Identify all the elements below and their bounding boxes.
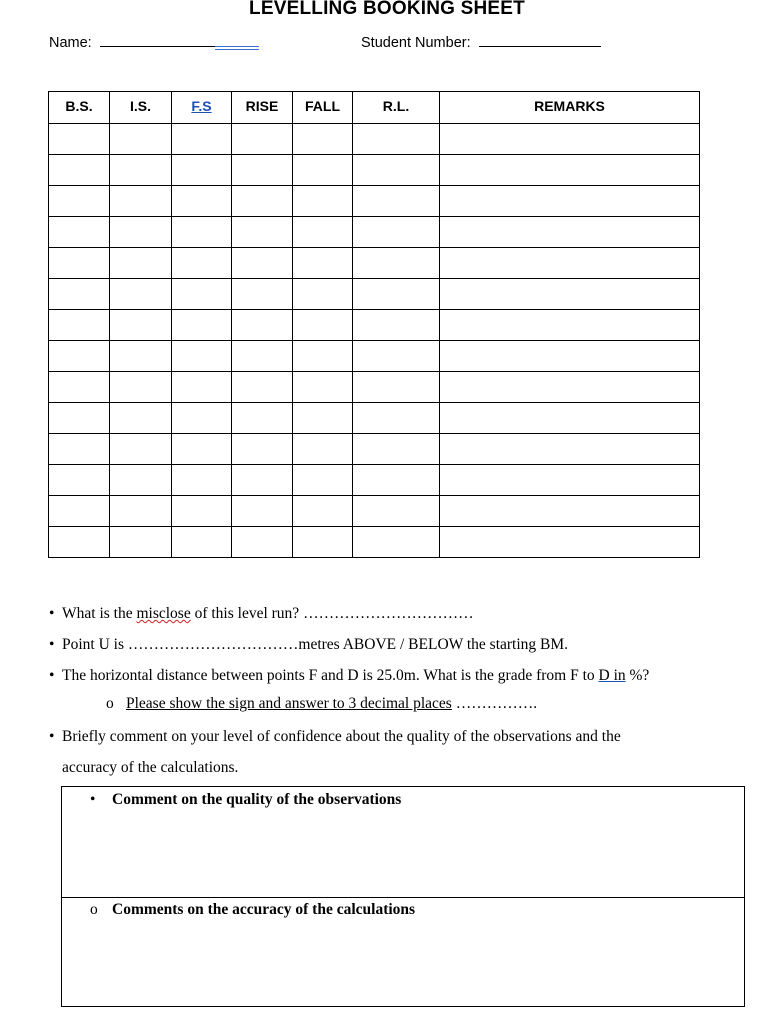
table-row: [49, 279, 700, 310]
table-cell[interactable]: [110, 403, 172, 434]
bullet-marker: •: [49, 636, 55, 653]
table-row: [49, 465, 700, 496]
table-cell[interactable]: [440, 310, 700, 341]
calculations-comment-label: o Comments on the accuracy of the calculations: [90, 901, 416, 918]
bullet-marker: •: [49, 728, 55, 745]
table-cell[interactable]: [440, 434, 700, 465]
table-cell[interactable]: [172, 527, 232, 558]
table-cell[interactable]: [49, 155, 110, 186]
table-cell[interactable]: [232, 434, 293, 465]
student-number-field: [361, 34, 601, 51]
table-cell[interactable]: [440, 279, 700, 310]
table-cell[interactable]: [110, 279, 172, 310]
table-header-row: [49, 92, 700, 124]
table-cell[interactable]: [110, 248, 172, 279]
table-cell[interactable]: [353, 465, 440, 496]
table-cell[interactable]: [293, 465, 353, 496]
table-row: [49, 403, 700, 434]
table-cell[interactable]: [232, 186, 293, 217]
table-cell[interactable]: [110, 124, 172, 155]
table-cell[interactable]: [440, 186, 700, 217]
table-cell[interactable]: [172, 372, 232, 403]
circle-marker: o: [90, 901, 98, 918]
table-cell[interactable]: [353, 372, 440, 403]
table-cell[interactable]: [232, 527, 293, 558]
student-number-input-line[interactable]: [479, 34, 601, 47]
table-cell[interactable]: [353, 124, 440, 155]
comment-box[interactable]: [61, 786, 745, 1007]
table-cell[interactable]: [440, 341, 700, 372]
page-title: LEVELLING BOOKING SHEET: [249, 0, 525, 19]
table-cell[interactable]: [353, 434, 440, 465]
table-cell[interactable]: [49, 527, 110, 558]
table-cell[interactable]: [440, 403, 700, 434]
question-grade-instruction: o Please show the sign and answer to 3 decimal places …………….: [106, 695, 538, 712]
table-cell[interactable]: [293, 496, 353, 527]
table-row: [49, 124, 700, 155]
table-cell[interactable]: [49, 465, 110, 496]
table-cell[interactable]: [293, 372, 353, 403]
table-cell[interactable]: [232, 372, 293, 403]
table-cell[interactable]: [353, 155, 440, 186]
table-cell[interactable]: [440, 527, 700, 558]
misclose-word: misclose: [136, 605, 191, 622]
table-cell[interactable]: [440, 372, 700, 403]
table-cell[interactable]: [49, 496, 110, 527]
table-row: [49, 372, 700, 403]
question-misclose: • What is the misclose of this level run? ……………………………: [49, 605, 474, 622]
column-header-fs: [172, 92, 232, 124]
table-row: [49, 155, 700, 186]
table-cell[interactable]: [232, 465, 293, 496]
table-body: [49, 124, 700, 558]
table-cell[interactable]: [49, 186, 110, 217]
table-cell[interactable]: [232, 496, 293, 527]
column-header-rise: RISE: [232, 92, 293, 124]
table-row: [49, 248, 700, 279]
table-cell[interactable]: [49, 372, 110, 403]
table-cell[interactable]: [353, 248, 440, 279]
table-cell[interactable]: [49, 403, 110, 434]
table-cell[interactable]: [172, 341, 232, 372]
name-label: Name:: [49, 35, 92, 51]
table-cell[interactable]: [440, 155, 700, 186]
table-cell[interactable]: [353, 186, 440, 217]
question-confidence-line2: accuracy of the calculations.: [62, 759, 239, 776]
table-cell[interactable]: [353, 217, 440, 248]
question-point-u: • Point U is ……………………………metres ABOVE / BELOW the starting BM.: [49, 636, 569, 653]
table-cell[interactable]: [293, 341, 353, 372]
instruction-underlined: Please show the sign and answer to 3 decimal places: [126, 695, 452, 712]
table-cell[interactable]: [440, 496, 700, 527]
table-cell[interactable]: [293, 403, 353, 434]
column-header-is: I.S.: [110, 92, 172, 124]
bullet-marker: •: [49, 667, 55, 684]
table-cell[interactable]: [110, 434, 172, 465]
table-cell[interactable]: [232, 217, 293, 248]
table-cell[interactable]: [353, 527, 440, 558]
table-cell[interactable]: [172, 465, 232, 496]
table-cell[interactable]: [293, 186, 353, 217]
table-cell[interactable]: [110, 217, 172, 248]
table-cell[interactable]: [353, 341, 440, 372]
observations-comment-label: • Comment on the quality of the observations: [90, 791, 402, 808]
table-row: [49, 310, 700, 341]
column-header-remarks: REMARKS: [440, 92, 700, 124]
table-cell[interactable]: [293, 155, 353, 186]
table-cell[interactable]: [353, 310, 440, 341]
column-header-fall: FALL: [293, 92, 353, 124]
table-cell[interactable]: [232, 310, 293, 341]
table-cell[interactable]: [440, 124, 700, 155]
table-cell[interactable]: [172, 217, 232, 248]
table-row: [49, 217, 700, 248]
name-blue-underline: [215, 46, 259, 50]
levelling-booking-table: [48, 91, 700, 558]
table-row: [49, 341, 700, 372]
table-cell[interactable]: [293, 310, 353, 341]
table-cell[interactable]: [110, 341, 172, 372]
column-header-rl: R.L.: [353, 92, 440, 124]
column-header-fs-label: F.S: [191, 97, 212, 114]
table-cell[interactable]: [293, 124, 353, 155]
table-cell[interactable]: [440, 217, 700, 248]
table-cell[interactable]: [49, 124, 110, 155]
table-cell[interactable]: [49, 248, 110, 279]
table-cell[interactable]: [110, 186, 172, 217]
question-grade: • The horizontal distance between points F and D is 25.0m. What is the grade from F to D in %?: [49, 667, 650, 684]
table-row: [49, 527, 700, 558]
table-cell[interactable]: [172, 248, 232, 279]
d-in-link: D in: [598, 667, 626, 684]
table-cell[interactable]: [172, 124, 232, 155]
table-cell[interactable]: [440, 465, 700, 496]
table-cell[interactable]: [440, 248, 700, 279]
table-cell[interactable]: [49, 217, 110, 248]
table-cell[interactable]: [49, 279, 110, 310]
table-cell[interactable]: [232, 248, 293, 279]
table-cell[interactable]: [293, 527, 353, 558]
student-number-label: Student Number:: [361, 35, 471, 51]
table-cell[interactable]: [293, 217, 353, 248]
table-cell[interactable]: [110, 372, 172, 403]
table-row: [49, 434, 700, 465]
table-cell[interactable]: [232, 403, 293, 434]
table-cell[interactable]: [293, 434, 353, 465]
table-cell[interactable]: [353, 403, 440, 434]
table-cell[interactable]: [172, 434, 232, 465]
circle-marker: o: [106, 695, 114, 712]
table-cell[interactable]: [293, 279, 353, 310]
table-cell[interactable]: [110, 155, 172, 186]
table-cell[interactable]: [49, 310, 110, 341]
table-cell[interactable]: [49, 341, 110, 372]
table-cell[interactable]: [353, 279, 440, 310]
table-cell[interactable]: [110, 527, 172, 558]
table-cell[interactable]: [232, 155, 293, 186]
table-cell[interactable]: [49, 434, 110, 465]
table-cell[interactable]: [232, 341, 293, 372]
table-cell[interactable]: [110, 496, 172, 527]
comment-box-divider: [62, 897, 744, 898]
table-cell[interactable]: [110, 310, 172, 341]
table-cell[interactable]: [232, 124, 293, 155]
table-cell[interactable]: [293, 248, 353, 279]
table-row: [49, 496, 700, 527]
table-cell[interactable]: [172, 155, 232, 186]
table-cell[interactable]: [172, 403, 232, 434]
table-cell[interactable]: [353, 496, 440, 527]
table-row: [49, 186, 700, 217]
column-header-bs: B.S.: [49, 92, 110, 124]
bullet-marker: •: [49, 605, 55, 622]
table-cell[interactable]: [110, 465, 172, 496]
table-cell[interactable]: [172, 310, 232, 341]
table-cell[interactable]: [172, 279, 232, 310]
table-cell[interactable]: [172, 496, 232, 527]
table-cell[interactable]: [232, 279, 293, 310]
table-cell[interactable]: [172, 186, 232, 217]
question-confidence: • Briefly comment on your level of confidence about the quality of the observations and the: [49, 728, 621, 745]
bullet-marker: •: [90, 791, 96, 808]
